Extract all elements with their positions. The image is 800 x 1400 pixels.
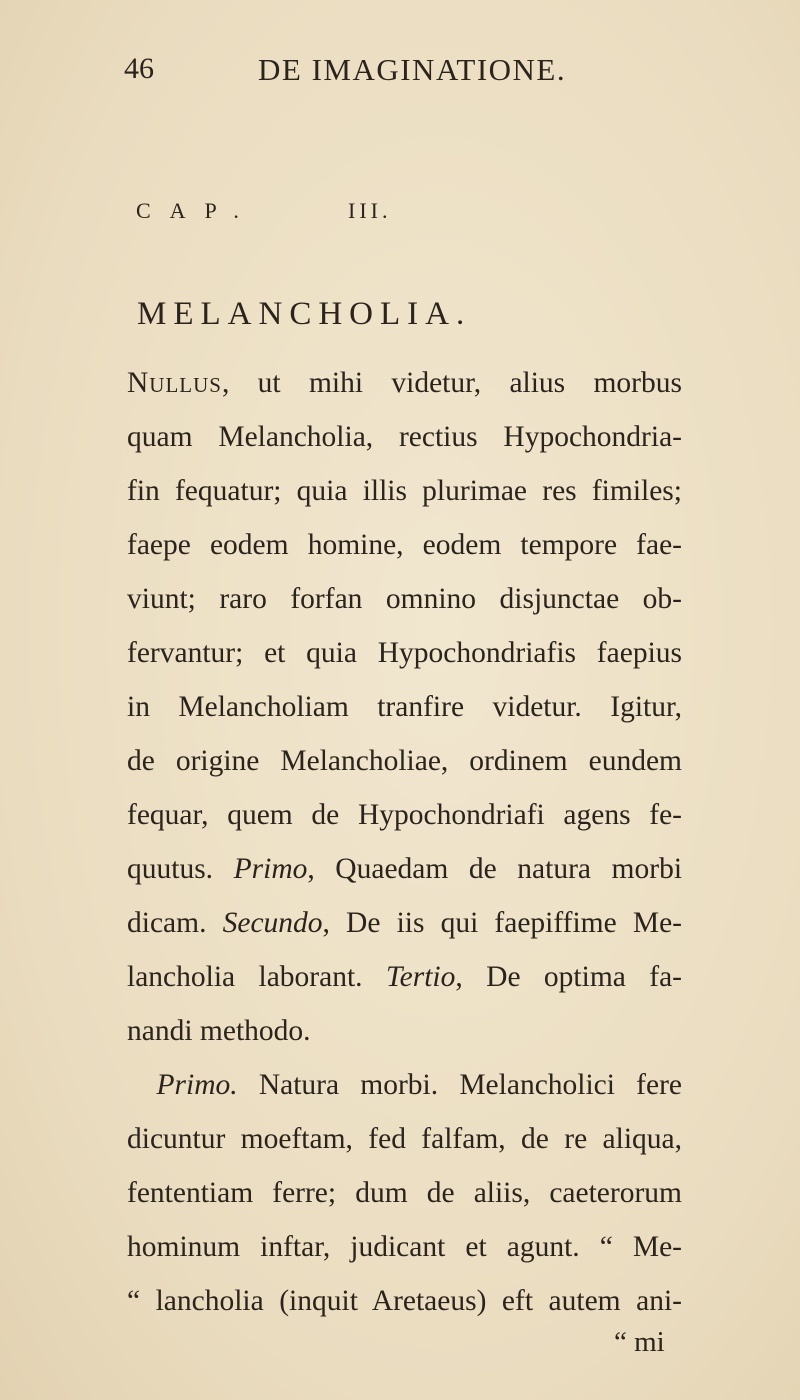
text-fragment: , Quaedam de natura morbi — [307, 853, 683, 885]
text-line — [127, 1058, 682, 1112]
text-line — [127, 356, 682, 410]
chapter-heading — [0, 198, 800, 238]
text-line: fententiam ferre; dum de aliis, caeterorum — [127, 1177, 682, 1209]
text-line: fervantur; et quia Hypochondriafis faepius — [127, 637, 682, 669]
running-title: DE IMAGINATIONE. — [258, 52, 567, 87]
text-fragment: Natura morbi. Melancholici fere — [237, 1069, 682, 1101]
text-line: nandi methodo. — [127, 1015, 311, 1047]
text-line: viunt; raro forfan omnino disjunctae ob- — [127, 583, 682, 615]
text-line: dicuntur moeftam, fed falfam, de re aliqua, — [127, 1123, 682, 1155]
text-line — [127, 842, 682, 896]
text-fragment: lancholia laborant. — [127, 961, 363, 993]
text-line — [127, 950, 682, 1004]
text-fragment: , De optima fa- — [455, 961, 683, 993]
text-line: “ lancholia (inquit Aretaeus) eft autem ani- — [127, 1285, 682, 1317]
text-line: hominum inftar, judicant et agunt. “ Me- — [127, 1231, 682, 1263]
text-fragment: dicam. — [127, 907, 207, 939]
opening-word: Nullus — [127, 367, 222, 399]
text-fragment: , De iis qui faepiffime Me- — [322, 907, 683, 939]
chapter-number: III. — [348, 198, 392, 223]
section-title: MELANCHOLIA. — [137, 296, 472, 332]
italic-term: Secundo — [222, 907, 323, 939]
italic-term: Primo — [233, 853, 308, 885]
chapter-label: CAP. — [136, 198, 258, 223]
page-header — [0, 52, 800, 102]
text-fragment: , ut mihi videtur, alius morbus — [221, 367, 682, 399]
text-line: de origine Melancholiae, ordinem eundem — [127, 745, 682, 777]
text-fragment: quutus. — [127, 853, 214, 885]
text-line: in Melancholiam tranfire videtur. Igitur, — [127, 691, 682, 723]
italic-term: Primo. — [156, 1069, 238, 1101]
page-number: 46 — [124, 52, 154, 85]
text-line: fequar, quem de Hypochondriafi agens fe- — [127, 799, 682, 831]
body-text — [127, 356, 682, 1328]
catchword: “ mi — [614, 1326, 665, 1358]
text-line — [127, 896, 682, 950]
text-line: quam Melancholia, rectius Hypochondria- — [127, 421, 682, 453]
italic-term: Tertio — [385, 961, 456, 993]
text-line: fin fequatur; quia illis plurimae res fimiles; — [127, 475, 682, 507]
text-line: faepe eodem homine, eodem tempore fae- — [127, 529, 682, 561]
